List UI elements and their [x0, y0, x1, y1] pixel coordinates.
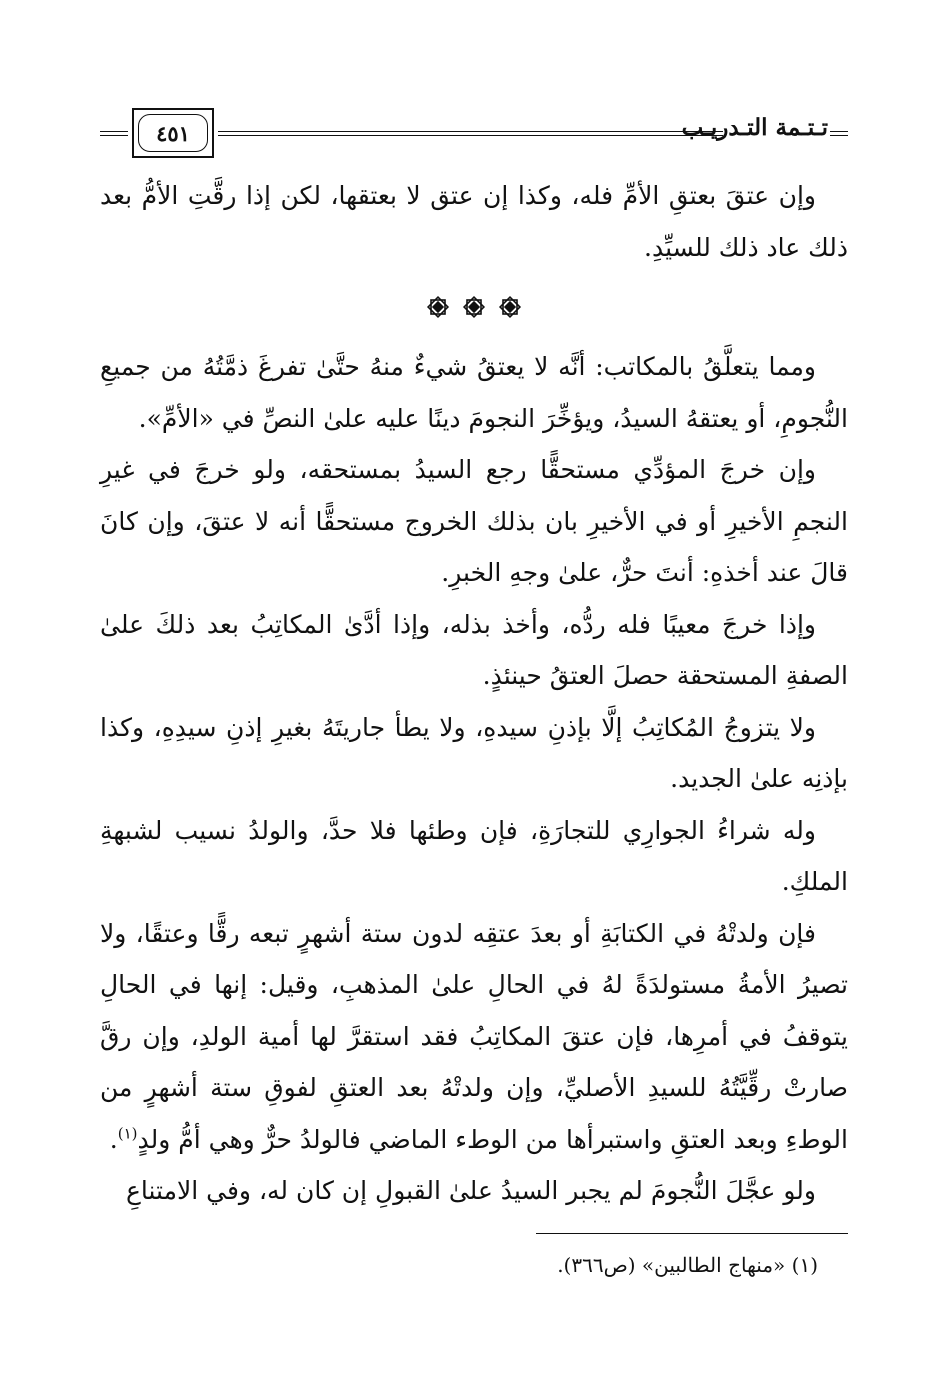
footnote-rule — [536, 1233, 848, 1234]
paragraph-2: ومما يتعلَّقُ بالمكاتب: أنَّه لا يعتقُ شيءٌ منهُ حتَّىٰ تفرغَ ذمَّتُهُ من جميعِ النُّجومِ، أو يعتقهُ السيدُ، ويؤخِّرَ النجومَ دينًا عليه علىٰ النصِّ في «الأمِّ». — [100, 352, 848, 433]
page-number-frame — [132, 108, 214, 158]
ornament-star-icon — [425, 294, 451, 320]
ornament-star-icon — [497, 294, 523, 320]
paragraph-7-end: . — [109, 1124, 118, 1154]
paragraph-1: وإن عتقَ بعتقِ الأمِّ فله، وكذا إن عتق لا بعتقها، لكن إذا رقَّتِ الأمُّ بعد ذلك عاد ذلك للسيِّدِ. — [100, 181, 848, 262]
paragraph-7 — [100, 908, 848, 1166]
header-rule-middle — [218, 131, 723, 136]
header-rule-right — [830, 131, 848, 136]
running-title: تـتـمة التـدريـب — [681, 114, 828, 141]
page-number: ٤٥١ — [138, 114, 208, 152]
running-header — [100, 108, 848, 160]
paragraph-5: ولا يتزوجُ المُكاتِبُ إلَّا بإذنِ سيدهِ، ولا يطأ جاريتَهُ بغيرِ إذنِ سيدِهِ، وكذا بإذنِه علىٰ الجديد. — [100, 712, 848, 793]
paragraph-6: وله شراءُ الجوارِي للتجارَةِ، فإن وطئها فلا حدَّ، والولدُ نسيب لشبهةِ الملكِ. — [100, 815, 848, 896]
paragraph-8: ولو عجَّلَ النُّجومَ لم يجبر السيدُ علىٰ القبولِ إن كان له، وفي الامتناعِ — [125, 1176, 816, 1205]
header-rule-left — [100, 131, 128, 136]
paragraph-7-text: فإن ولدتْهُ في الكتابَةِ أو بعدَ عتقِه لدون ستة أشهرٍ تبعه رقًّا وعتقًا، ولا تصيرُ الأمةُ مستولدَةً لهُ في الحالِ علىٰ المذهبِ، وقيل: إنها في الحالِ يتوقفُ في أمرِها، فإن عتقَ المكاتِبُ فقد استقرَّ لها أمية الولدِ، وإن رقَّ صارتْ رقِّيَّتُهُ للسيدِ الأصليِّ، وإن ولدتْهُ بعد العتقِ لفوقِ ستة أشهرٍ من الوطءِ وبعد العتقِ واستبرأها من الوطء الماضي فالولدُ حرٌّ وهي أمُّ ولدٍ — [100, 918, 848, 1154]
section-separator — [100, 273, 848, 341]
footnote-reference: (١) — [117, 1124, 138, 1143]
ornament-star-icon — [461, 294, 487, 320]
paragraph-3: وإن خرجَ المؤدِّي مستحقًّا رجع السيدُ بمستحقه، ولو خرجَ في غيرِ النجمِ الأخيرِ أو في الأخيرِ بان بذلك الخروج مستحقًّا أنه لا عتقَ، وإن كانَ قالَ عند أخذهِ: أنتَ حرٌّ، علىٰ وجهِ الخبرِ. — [100, 455, 848, 587]
footnote: (١) «منهاج الطالبين» (ص٣٦٦). — [557, 1253, 818, 1277]
page-body — [100, 170, 848, 1217]
paragraph-4: وإذا خرجَ معيبًا فله ردُّه، وأخذ بذله، وإذا أدَّىٰ المكاتِبُ بعد ذلكَ علىٰ الصفةِ المستحقة حصلَ العتقُ حينئذٍ. — [100, 609, 848, 690]
